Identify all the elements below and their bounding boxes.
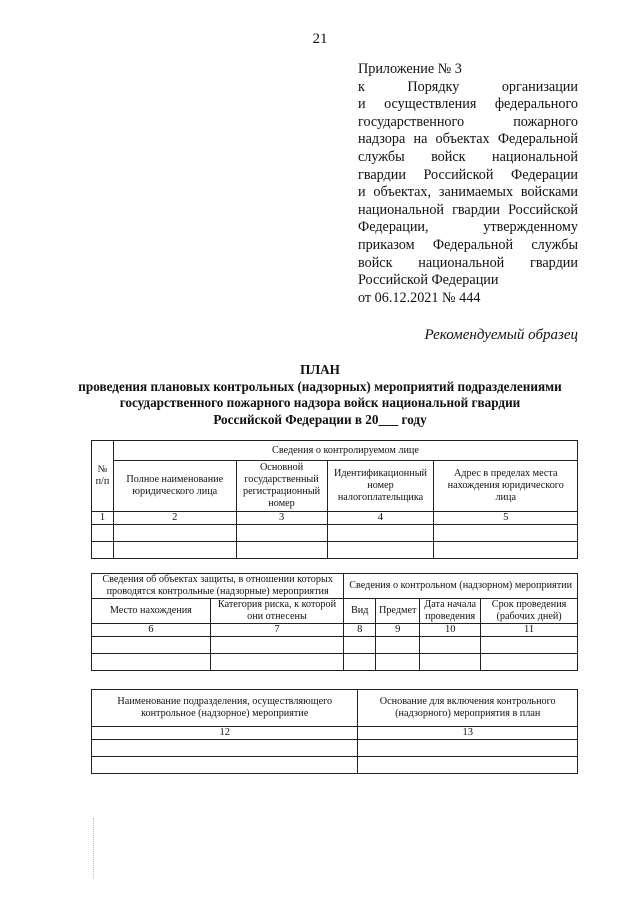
appendix-line: службы войск национальной [358,148,578,165]
appendix-line: и объектах, занимаемых войсками [358,184,578,201]
document-title [60,362,580,428]
appendix-block [358,61,578,307]
col-number-header: № п/п [92,441,114,512]
column-header: Дата начала проведения [420,599,481,624]
column-header: Наименование подразделения, осуществляющего контрольное (надзорное) мероприятие [92,690,358,727]
table-row [92,654,578,671]
column-number: 13 [358,727,578,740]
column-header: Основной государственный регистрационный номер [236,461,327,512]
appendix-line: государственного пожарного [358,113,578,130]
column-number: 4 [327,512,434,525]
appendix-line: гвардии Российской Федерации [358,166,578,183]
controlled-person-table [91,440,578,559]
group-header: Сведения о контрольном (надзорном) мероприятии [344,574,578,599]
recommended-sample-label: Рекомендуемый образец [424,327,578,343]
appendix-line: и осуществления федерального [358,96,578,113]
title-line: проведения плановых контрольных (надзорных) мероприятий подразделениями [78,378,562,394]
column-number: 7 [210,624,344,637]
group-header: Сведения о контролируемом лице [113,441,577,461]
table-row [92,757,578,774]
appendix-line: Федерации, утвержденному [358,219,578,236]
column-header: Основание для включения контрольного (надзорного) мероприятия в план [358,690,578,727]
column-number: 1 [92,512,114,525]
page-number: 21 [312,31,328,47]
column-number: 2 [113,512,236,525]
table-row [92,525,578,542]
column-number: 11 [481,624,578,637]
appendix-line: национальной гвардии Российской [358,201,578,218]
column-header: Срок проведения (рабочих дней) [481,599,578,624]
column-header: Идентификационный номер налогоплательщика [327,461,434,512]
title-line: Российской Федерации в 20___ году [213,411,427,427]
table-row [92,542,578,559]
title-heading: ПЛАН [300,362,340,377]
appendix-line: Приложение № 3 [358,61,462,77]
column-number: 8 [344,624,376,637]
appendix-line: приказом Федеральной службы [358,236,578,253]
column-header: Категория риска, к которой они отнесены [210,599,344,624]
title-line: государственного пожарного надзора войск национальной гвардии [119,395,521,410]
column-header: Полное наименование юридического лица [113,461,236,512]
column-number: 3 [236,512,327,525]
appendix-line: к Порядку организации [358,78,578,95]
scan-artifact [93,818,95,878]
group-header: Сведения об объектах защиты, в отношении которых проводятся контрольные (надзорные) мероприятия [92,574,344,599]
column-number: 5 [434,512,578,525]
column-header: Место нахождения [92,599,211,624]
column-header: Адрес в пределах места нахождения юридического лица [434,461,578,512]
department-basis-table [91,689,578,774]
column-number: 9 [376,624,420,637]
appendix-line: войск национальной гвардии [358,254,578,271]
column-header: Предмет [376,599,420,624]
column-number: 6 [92,624,211,637]
protection-objects-table [91,573,578,671]
appendix-line: надзора на объектах Федеральной [358,131,578,148]
column-number: 10 [420,624,481,637]
appendix-line: Российской Федерации [358,272,499,289]
table-row [92,637,578,654]
table-row [92,740,578,757]
column-header: Вид [344,599,376,624]
appendix-line: от 06.12.2021 № 444 [358,289,481,306]
column-number: 12 [92,727,358,740]
